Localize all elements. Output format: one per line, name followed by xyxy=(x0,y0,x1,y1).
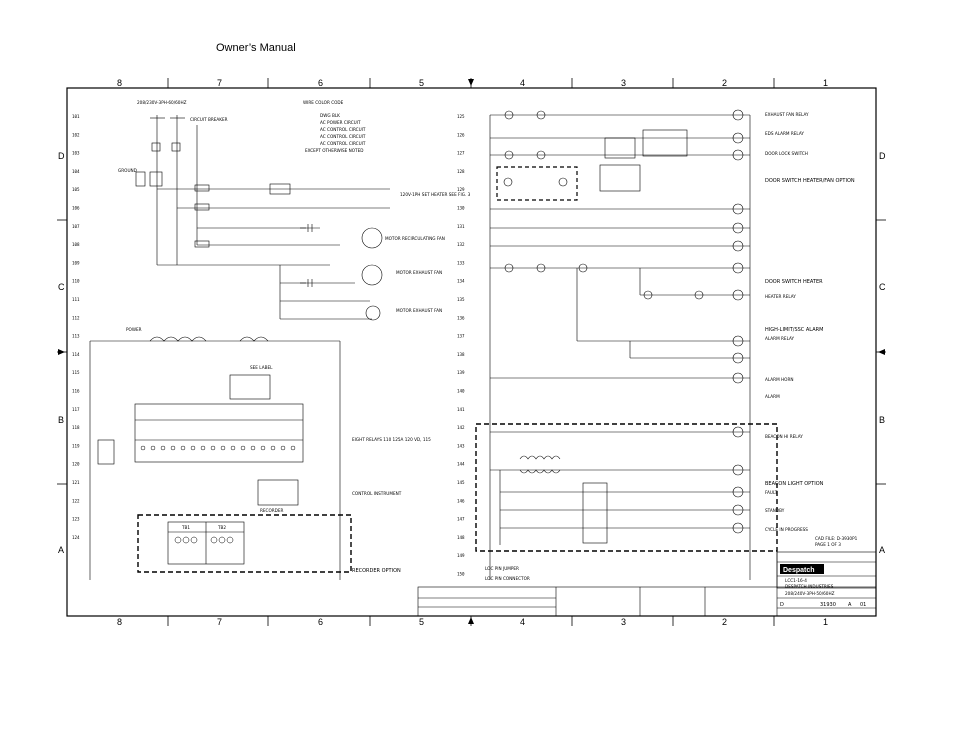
row-number-114: 114 xyxy=(72,351,80,357)
zone-row-a-right: A xyxy=(879,545,886,555)
row-number-108: 108 xyxy=(72,242,80,248)
zone-ticks-top xyxy=(57,78,886,626)
row-number-105: 105 xyxy=(72,187,80,193)
control-instrument-label: CONTROL INSTRUMENT xyxy=(352,491,402,496)
zone-row-b: B xyxy=(58,415,65,425)
legend-item-4: AC CONTROL CIRCUIT xyxy=(320,134,366,139)
zone-col-5: 5 xyxy=(419,78,425,88)
zone-row-d-right: D xyxy=(879,151,886,161)
zone-row-c-right: C xyxy=(879,282,886,292)
company-logo: Despatch xyxy=(783,567,815,574)
dwg-number: 31930 xyxy=(820,602,836,608)
row-number-149: 149 xyxy=(457,553,465,559)
row-number-102: 102 xyxy=(72,132,80,138)
page-header: Owner’s Manual xyxy=(216,42,296,54)
row-number-116: 116 xyxy=(72,388,80,394)
zone-col-3: 3 xyxy=(621,78,627,88)
row-number-125: 125 xyxy=(457,114,465,119)
motor-exhaust-label: MOTOR EXHAUST FAN xyxy=(396,270,443,275)
legend-item-2: AC POWER CIRCUIT xyxy=(320,120,361,125)
row-number-123: 123 xyxy=(72,516,80,522)
zone-col-2: 2 xyxy=(722,78,728,88)
beacon-option-box xyxy=(476,424,777,551)
legend-item-3: AC CONTROL CIRCUIT xyxy=(320,127,366,132)
zone-col-8: 8 xyxy=(117,78,123,88)
cycle-label: CYCLE IN PROGRESS xyxy=(765,527,808,532)
page-label: PAGE 1 OF 3 xyxy=(815,542,841,547)
row-number-106: 106 xyxy=(72,205,80,211)
row-number-117: 117 xyxy=(72,406,80,412)
zone-col-6-bottom: 6 xyxy=(318,617,324,627)
relays-label: EIGHT RELAYS 110 125A 120 VD, 115 xyxy=(352,437,431,442)
loc-connector-label: LOC PIN CONNECTOR xyxy=(485,576,530,581)
zone-col-2-bottom: 2 xyxy=(722,617,728,627)
heater-relay-label: HEATER RELAY xyxy=(765,294,796,299)
row-number-107: 107 xyxy=(72,223,80,229)
zone-col-7: 7 xyxy=(217,78,223,88)
row-number-134: 134 xyxy=(457,278,465,284)
alarm-relay-label: ALARM RELAY xyxy=(765,336,795,341)
motor-exhaust-2-label: MOTOR EXHAUST FAN xyxy=(396,308,443,313)
power-label: POWER xyxy=(126,327,142,332)
row-number-126: 126 xyxy=(457,132,465,138)
row-number-143: 143 xyxy=(457,443,465,449)
alarm-label: ALARM xyxy=(765,394,780,399)
row-number-119: 119 xyxy=(72,443,80,449)
row-number-138: 138 xyxy=(457,351,465,357)
center-arrows xyxy=(58,79,885,624)
tb1-label: TB1 xyxy=(182,525,191,530)
row-number-139: 139 xyxy=(457,370,465,376)
legend-item-5: AC CONTROL CIRCUIT xyxy=(320,141,366,146)
door-heater-option-label: DOOR SWITCH HEATER/FAN OPTION xyxy=(765,178,855,184)
row-number-103: 103 xyxy=(72,150,80,156)
fault-label: FAULT xyxy=(765,490,778,495)
right-control-circuit xyxy=(490,110,750,580)
exhaust-relay-label: EXHAUST FAN RELAY xyxy=(765,112,809,117)
cad-file-label: CAD FILE: D-3930P1 xyxy=(815,536,858,541)
row-number-137: 137 xyxy=(457,333,465,339)
tb2-label: TB2 xyxy=(218,525,227,530)
row-number-132: 132 xyxy=(457,242,465,248)
row-number-136: 136 xyxy=(457,315,465,321)
row-number-128: 128 xyxy=(457,168,465,174)
row-number-130: 130 xyxy=(457,205,465,211)
zone-col-6: 6 xyxy=(318,78,324,88)
legend-note: EXCEPT OTHERWISE NOTED xyxy=(305,148,364,153)
rev-label: A xyxy=(848,602,852,608)
ground-label: GROUND xyxy=(118,168,137,173)
row-number-104: 104 xyxy=(72,168,80,174)
row-number-131: 131 xyxy=(457,223,465,229)
recorder-label: RECORDER xyxy=(260,508,284,513)
model-label: LCC1-16-4 xyxy=(785,578,807,583)
schematic-border xyxy=(67,88,876,616)
row-number-147: 147 xyxy=(457,516,465,522)
row-number-113: 113 xyxy=(72,333,80,339)
row-number-120: 120 xyxy=(72,461,80,467)
zone-col-8-bottom: 8 xyxy=(117,617,123,627)
door-heater-label: DOOR SWITCH HEATER xyxy=(765,279,823,285)
row-number-144: 144 xyxy=(457,461,465,467)
row-number-150: 150 xyxy=(457,571,465,577)
desc1-label: DESPATCH INDUSTRIES xyxy=(785,584,834,589)
zone-row-c: C xyxy=(58,282,65,292)
zone-col-4: 4 xyxy=(520,78,526,88)
wire-legend-title: WIRE COLOR CODE xyxy=(303,100,344,105)
row-number-145: 145 xyxy=(457,480,465,485)
row-number-118: 118 xyxy=(72,425,80,431)
beacon-option-label: BEACON LIGHT OPTION xyxy=(765,481,824,487)
recorder-option-label: RECORDER OPTION xyxy=(352,568,401,574)
row-number-140: 140 xyxy=(457,388,465,394)
door-lock-label: DOOR LOCK SWITCH xyxy=(765,151,808,156)
row-number-148: 148 xyxy=(457,534,465,540)
zone-col-5-bottom: 5 xyxy=(419,617,425,627)
row-number-101: 101 xyxy=(72,114,80,119)
row-number-142: 142 xyxy=(457,425,465,431)
zone-col-4-bottom: 4 xyxy=(520,617,526,627)
zone-row-d: D xyxy=(58,151,65,161)
heater-note: 120V-1PH SET HEATER SEE FIG. 3 xyxy=(400,192,471,197)
loc-jumper-label: LOC PIN JUMPER xyxy=(485,566,519,571)
left-power-circuit xyxy=(90,115,390,580)
door-switch-option-box xyxy=(497,167,577,200)
row-number-110: 110 xyxy=(72,278,80,284)
row-number-122: 122 xyxy=(72,498,80,504)
row-number-146: 146 xyxy=(457,498,465,504)
supply-label: 208/230V-3PH-60/60HZ xyxy=(137,100,187,105)
row-number-129: 129 xyxy=(457,187,465,193)
breaker-label: CIRCUIT BREAKER xyxy=(190,117,228,122)
desc2-label: 208/240V-3PH-50/60HZ xyxy=(785,591,835,596)
zone-col-7-bottom: 7 xyxy=(217,617,223,627)
row-number-141: 141 xyxy=(457,406,465,412)
row-number-121: 121 xyxy=(72,480,80,485)
beacon-relay-label: BEACON HI RELAY xyxy=(765,434,803,439)
row-numbers-right xyxy=(457,114,465,577)
row-numbers-left xyxy=(72,114,80,540)
alarm-horn-label: ALARM HORN xyxy=(765,377,794,382)
legend-item-1: DWG BLK xyxy=(320,113,340,118)
row-number-115: 115 xyxy=(72,370,80,376)
row-number-133: 133 xyxy=(457,260,465,266)
size-label: D xyxy=(780,602,784,608)
motor-recirculating-label: MOTOR RECIRCULATING FAN xyxy=(385,236,445,241)
standby-label: STANDBY xyxy=(765,508,785,513)
air-alarm-label: EDS ALARM RELAY xyxy=(765,131,804,136)
row-number-109: 109 xyxy=(72,260,80,266)
zone-row-b-right: B xyxy=(879,415,886,425)
zone-col-3-bottom: 3 xyxy=(621,617,627,627)
hi-limit-label: HIGH-LIMIT/SSC ALARM xyxy=(765,327,824,333)
zone-col-1-bottom: 1 xyxy=(823,617,829,627)
row-number-127: 127 xyxy=(457,150,465,156)
row-number-124: 124 xyxy=(72,534,80,540)
zone-col-1: 1 xyxy=(823,78,829,88)
zone-row-a: A xyxy=(58,545,65,555)
row-number-135: 135 xyxy=(457,297,465,302)
sheet-label: 01 xyxy=(860,602,867,608)
recorder-option-box xyxy=(138,515,351,572)
row-number-112: 112 xyxy=(72,315,80,321)
row-number-111: 111 xyxy=(72,297,80,302)
see-label: SEE LABEL xyxy=(250,365,273,370)
